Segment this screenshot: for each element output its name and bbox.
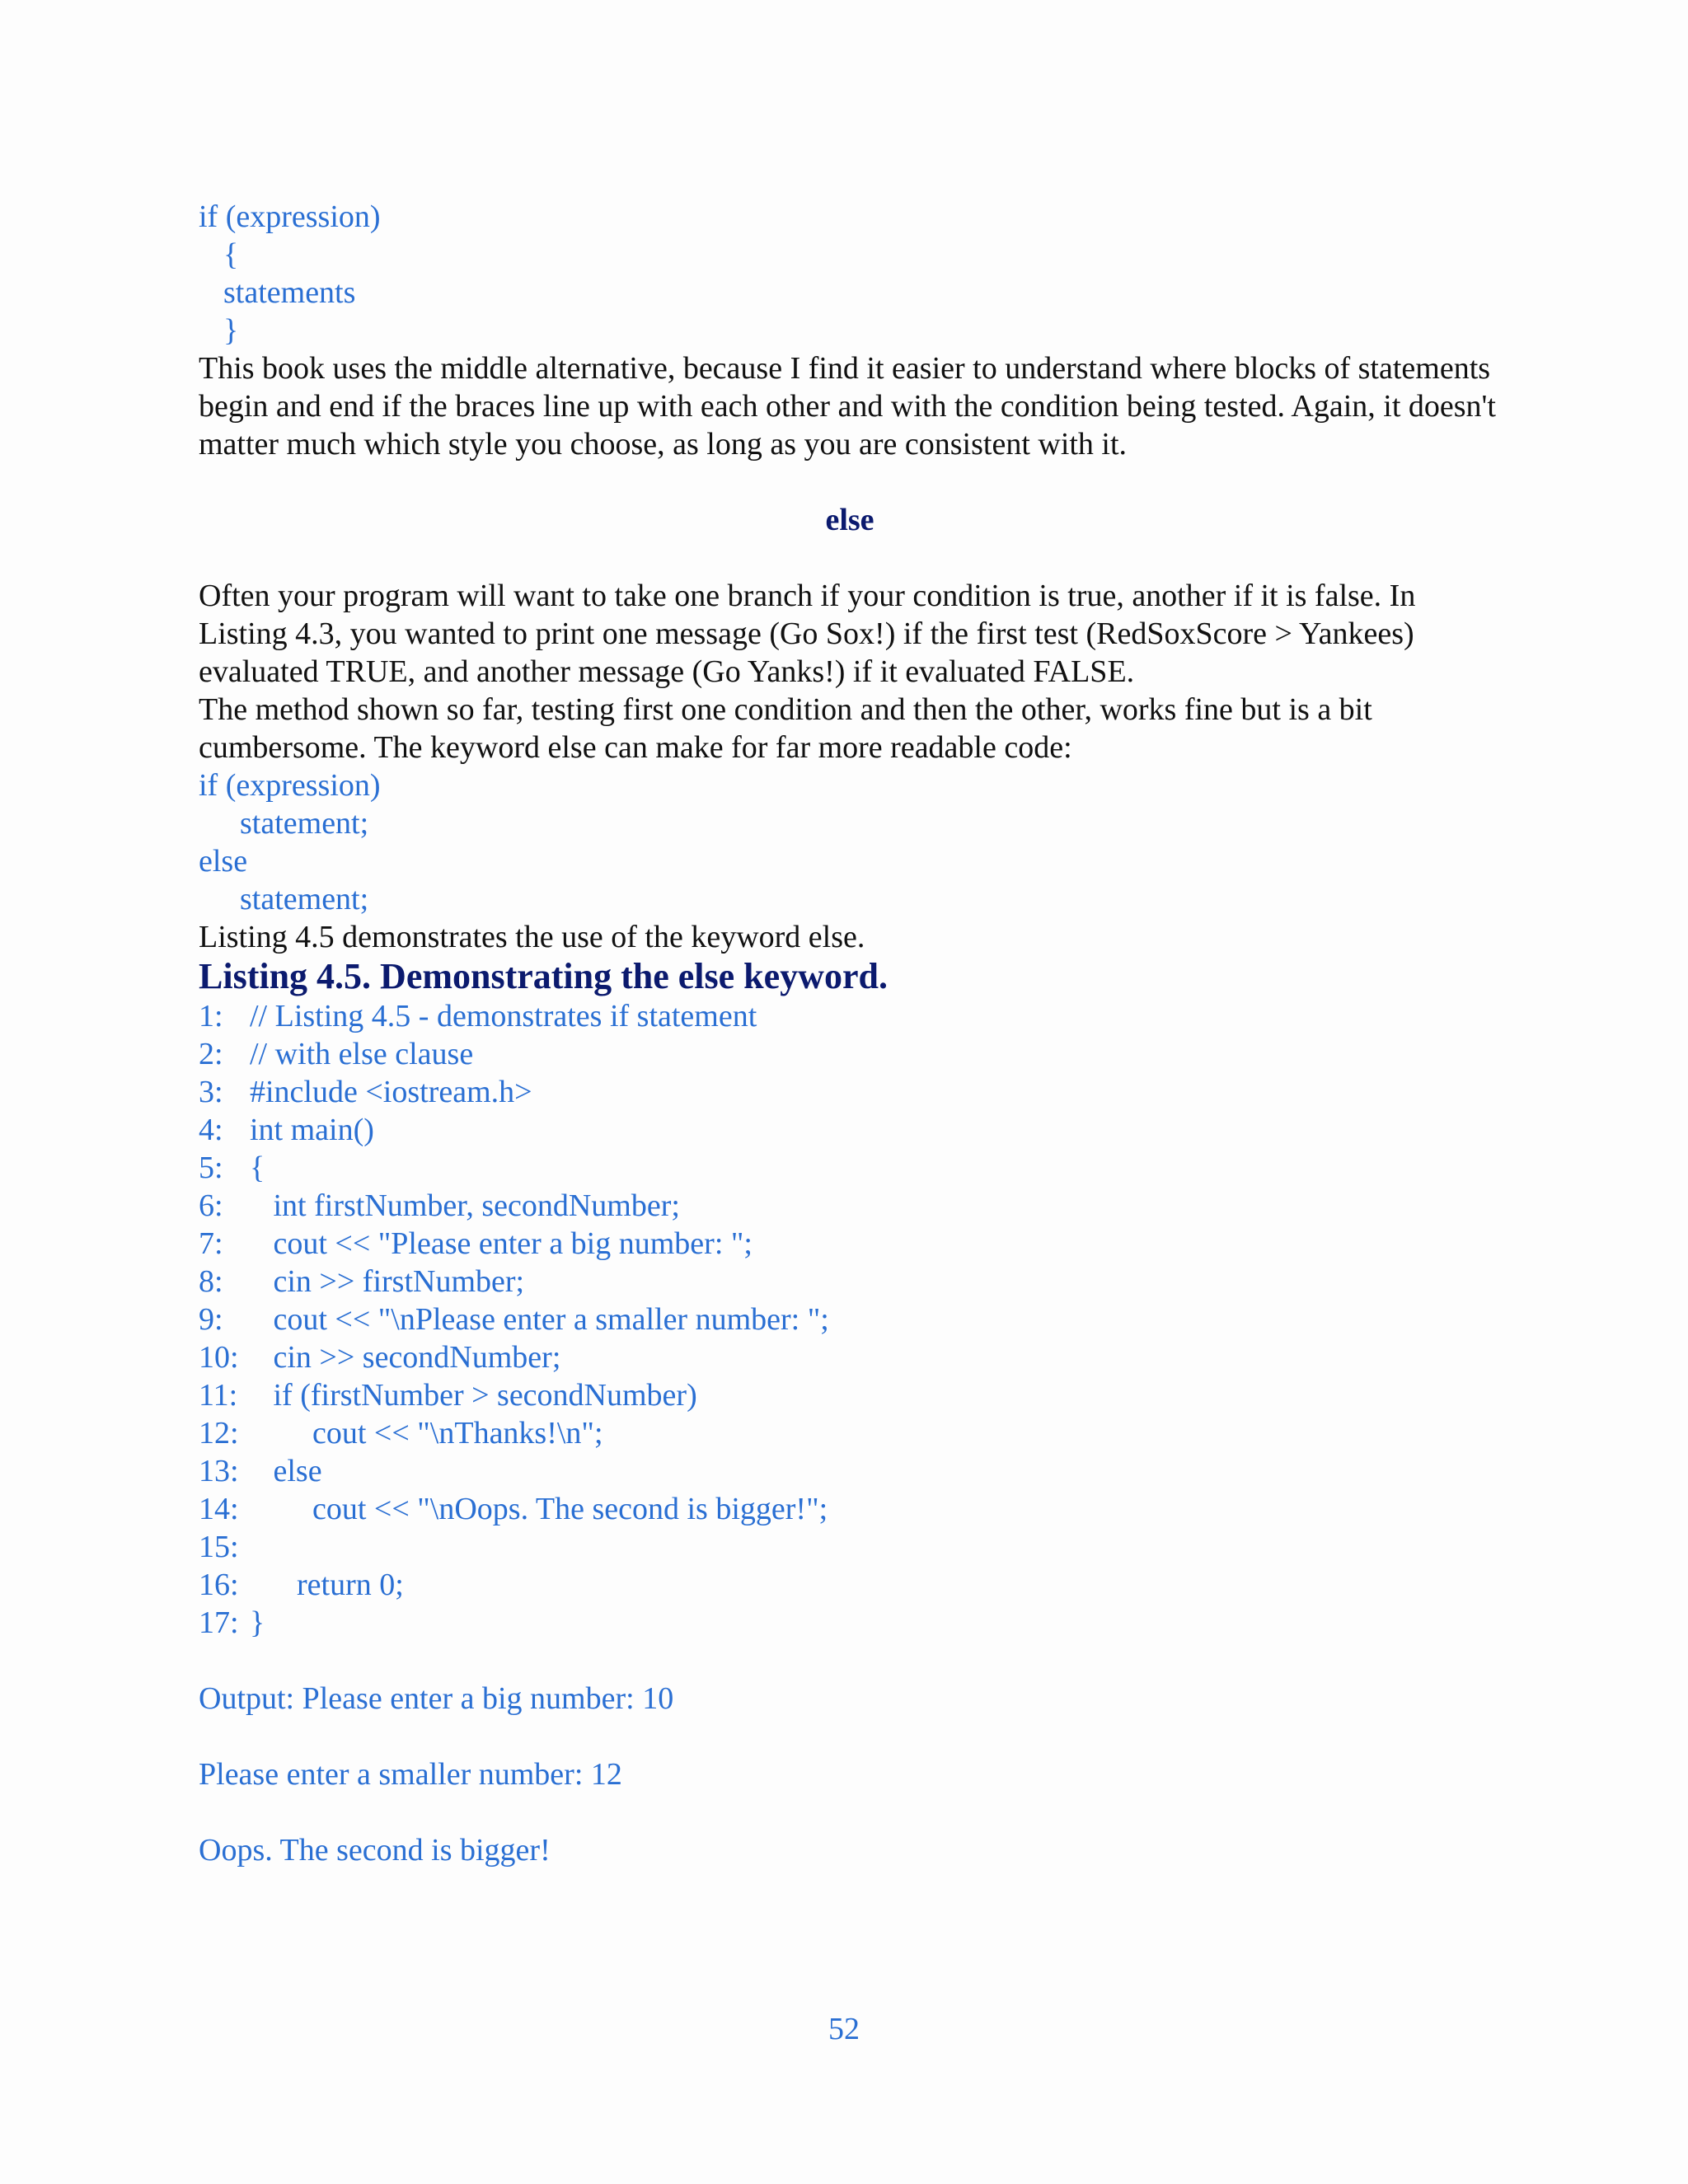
listing-line xyxy=(199,1376,1501,1414)
paragraph-else-keyword: The method shown so far, testing first one condition and then the other, works fine but is a bit cumbersome. The keyword else can make for far more readable code: xyxy=(199,692,1372,765)
line-number: 16: xyxy=(199,1568,239,1602)
code-listing xyxy=(199,997,1501,1642)
listing-line xyxy=(199,1225,1501,1263)
listing-line xyxy=(199,1149,1501,1187)
page-content xyxy=(199,198,1501,1869)
line-code: int main() xyxy=(250,1113,374,1147)
line-code: // with else clause xyxy=(250,1037,474,1071)
line-number: 2: xyxy=(199,1037,223,1071)
line-number: 4: xyxy=(199,1113,223,1147)
line-code: cout << "\nPlease enter a smaller number: "; xyxy=(250,1302,829,1337)
syntax-statement-2: statement; xyxy=(240,882,369,916)
line-number: 9: xyxy=(199,1302,223,1337)
spacer xyxy=(199,1793,1501,1831)
listing-line xyxy=(199,1035,1501,1073)
line-number: 14: xyxy=(199,1492,239,1526)
listing-line xyxy=(199,1338,1501,1376)
listing-line xyxy=(199,1604,1501,1642)
line-number: 10: xyxy=(199,1340,239,1375)
spacer xyxy=(199,1718,1501,1755)
paragraph-branching: Often your program will want to take one branch if your condition is true, another if it is false. In Listing 4.3, you wanted to print one message (Go Sox!) if the first test (RedSoxScore > Yankees) evaluated TRUE, and another message (Go Yanks!) if it evaluated FALSE. xyxy=(199,579,1416,689)
line-code: int firstNumber, secondNumber; xyxy=(250,1188,680,1223)
line-code: #include <iostream.h> xyxy=(250,1075,532,1109)
listing-line xyxy=(199,1073,1501,1111)
line-number: 15: xyxy=(199,1530,239,1564)
page-number: 52 xyxy=(828,2012,860,2046)
line-code: cin >> secondNumber; xyxy=(250,1340,561,1375)
line-number: 3: xyxy=(199,1075,223,1109)
output-line-3: Oops. The second is bigger! xyxy=(199,1833,551,1868)
listing-line xyxy=(199,1301,1501,1338)
listing-line xyxy=(199,1528,1501,1566)
syntax-else: else xyxy=(199,844,248,879)
intro-paragraph: This book uses the middle alternative, because I find it easier to understand where blocks of statements begin and end if the braces line up with each other and with the condition being tested. Again, it doesn't matter much which style you choose, as long as you are consistent with it. xyxy=(199,351,1496,462)
line-code: return 0; xyxy=(250,1568,404,1602)
listing-line xyxy=(199,1490,1501,1528)
listing-line xyxy=(199,1452,1501,1490)
line-code: cin >> firstNumber; xyxy=(250,1264,525,1299)
output-line-1: Output: Please enter a big number: 10 xyxy=(199,1681,674,1716)
listing-line xyxy=(199,1263,1501,1301)
line-code: cout << "Please enter a big number: "; xyxy=(250,1226,753,1261)
listing-line xyxy=(199,1566,1501,1604)
line-number: 6: xyxy=(199,1188,223,1223)
listing-line xyxy=(199,997,1501,1035)
line-code: if (firstNumber > secondNumber) xyxy=(250,1378,697,1413)
line-number: 7: xyxy=(199,1226,223,1261)
line-number: 17: xyxy=(199,1605,239,1640)
spacer xyxy=(199,1642,1501,1680)
line-code: cout << "\nOops. The second is bigger!"; xyxy=(250,1492,828,1526)
line-number: 8: xyxy=(199,1264,223,1299)
line-number: 13: xyxy=(199,1454,239,1488)
code-close-brace: } xyxy=(223,313,239,348)
line-number: 1: xyxy=(199,999,223,1033)
line-code: else xyxy=(250,1454,322,1488)
line-code: cout << "\nThanks!\n"; xyxy=(250,1416,603,1451)
line-number: 12: xyxy=(199,1416,239,1451)
syntax-if-expression: if (expression) xyxy=(199,768,381,803)
paragraph-listing-intro: Listing 4.5 demonstrates the use of the keyword else. xyxy=(199,920,865,954)
line-number: 11: xyxy=(199,1378,238,1413)
output-line-2: Please enter a smaller number: 12 xyxy=(199,1757,622,1792)
listing-line xyxy=(199,1111,1501,1149)
code-open-brace: { xyxy=(223,237,239,272)
line-code: { xyxy=(250,1151,265,1185)
line-number: 5: xyxy=(199,1151,223,1185)
line-code: } xyxy=(250,1605,265,1640)
syntax-statement-1: statement; xyxy=(240,806,369,841)
section-heading: else xyxy=(825,503,874,537)
listing-line xyxy=(199,1187,1501,1225)
code-statements: statements xyxy=(223,275,356,310)
listing-line xyxy=(199,1414,1501,1452)
code-if-expression: if (expression) xyxy=(199,199,381,234)
listing-title: Listing 4.5. Demonstrating the else keyword. xyxy=(199,956,888,996)
line-code: // Listing 4.5 - demonstrates if statement xyxy=(250,999,757,1033)
